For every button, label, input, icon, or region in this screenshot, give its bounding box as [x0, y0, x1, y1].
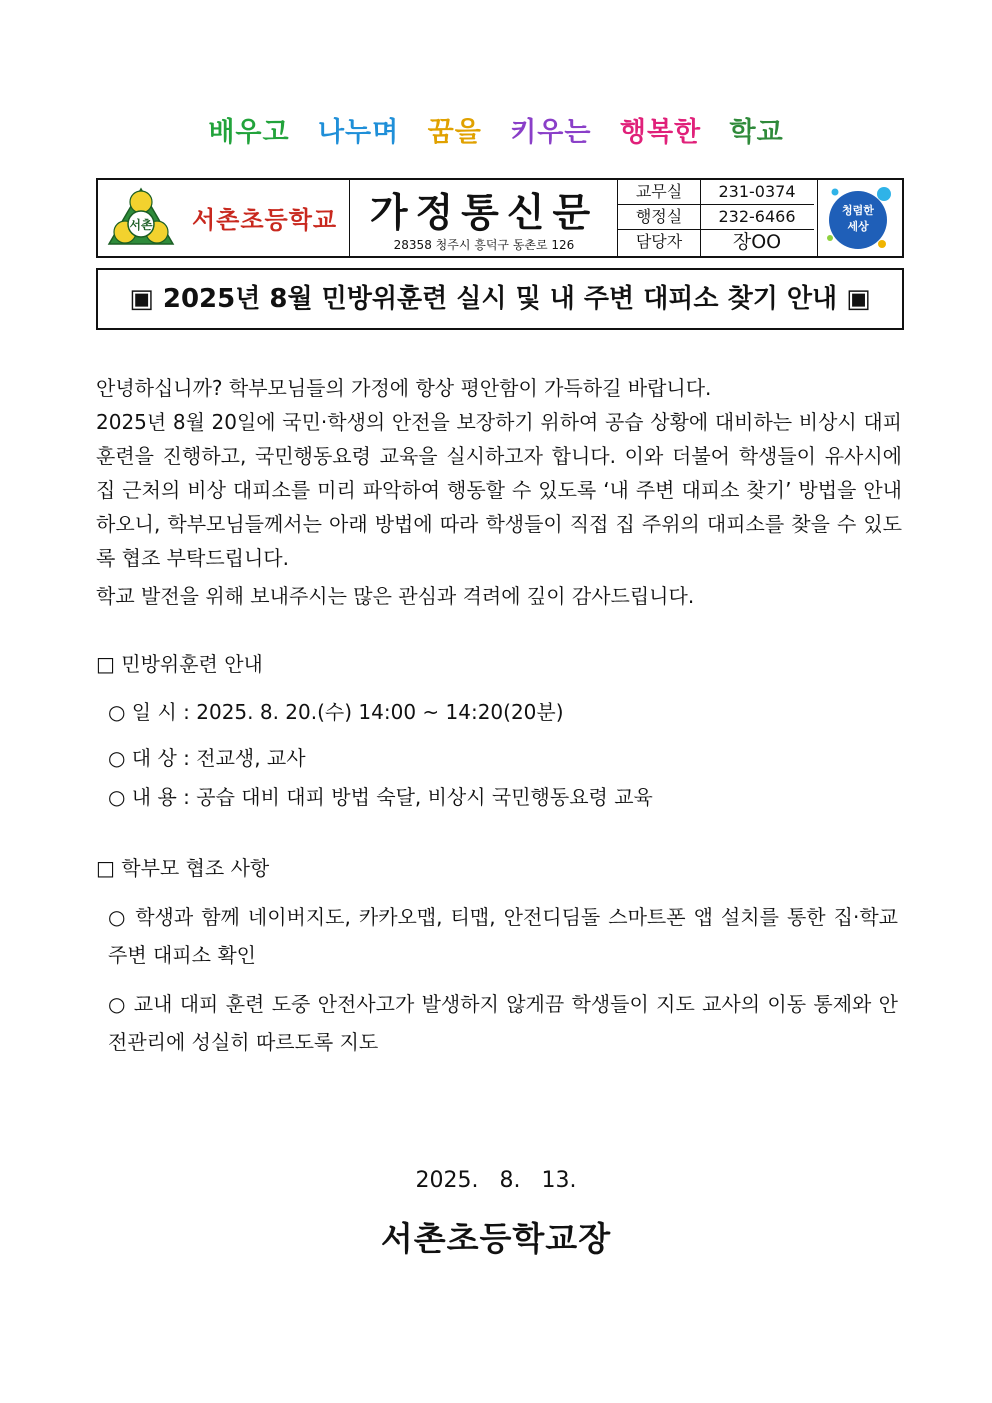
- drill-item-target: ○ 대 상 : 전교생, 교사: [108, 746, 306, 770]
- contact-value: 장OO: [732, 231, 782, 253]
- slogan-word-6: 학교: [729, 117, 784, 148]
- newsletter-header: [96, 178, 904, 258]
- school-name: 서촌초등학교: [192, 206, 338, 234]
- drill-item-content: ○ 내 용 : 공습 대비 대피 방법 숙달, 비상시 국민행동요령 교육: [108, 785, 653, 809]
- signer-name: 서촌초등학교장: [380, 1219, 612, 1258]
- contact-label: 행정실: [618, 205, 701, 229]
- school-emblem-icon: [106, 186, 176, 250]
- school-cell: [98, 180, 350, 256]
- cooperation-item: ○ 교내 대피 훈련 도중 안전사고가 발생하지 않게끔 학생들이 지도 교사의 이동 통제와 안전관리에 성실히 따르도록 지도: [108, 992, 898, 1054]
- contact-value: 232-6466: [718, 207, 796, 226]
- cooperation-item: ○ 학생과 함께 네이버지도, 카카오맵, 티맵, 안전디딤돌 스마트폰 앱 설치를 통한 집·학교 주변 대피소 확인: [108, 905, 898, 967]
- drill-item-datetime: ○ 일 시 : 2025. 8. 20.(수) 14:00 ~ 14:20(20분): [108, 700, 564, 724]
- svg-text:세상: 세상: [847, 220, 869, 233]
- slogan-word-2: 나누며: [317, 117, 400, 148]
- newsletter-title: 가정통신문: [369, 191, 599, 236]
- school-address: 28358 청주시 흥덕구 동촌로 126: [393, 238, 575, 252]
- contact-row: [618, 180, 814, 205]
- school-slogan: [0, 110, 992, 149]
- title-cell: [350, 180, 618, 256]
- contact-row: [618, 230, 814, 256]
- contact-table: [618, 180, 818, 256]
- greeting-paragraph: 안녕하십니까? 학부모님들의 가정에 항상 평안함이 가득하길 바랍니다.: [96, 376, 712, 400]
- svg-text:청렴한: 청렴한: [842, 204, 874, 217]
- integrity-logo-icon: [818, 180, 902, 256]
- intro-paragraph: 2025년 8월 20일에 국민·학생의 안전을 보장하기 위하여 공습 상황에 대비하는 비상시 대피 훈련을 진행하고, 국민행동요령 교육을 실시하고자 합니다. 이와 더불어 학생들이 유사시에 집 근처의 비상 대피소를 미리 파악하여 행동할 수 있도록 ‘내 주변 대피소 찾기’ 방법을 안내하오니, 학부모님들께서는 아래 방법에 따라 학생들이 직접 집 주위의 대피소를 찾을 수 있도록 협조 부탁드립니다.: [96, 410, 902, 570]
- document-title: ▣ 2025년 8월 민방위훈련 실시 및 내 주변 대피소 찾기 안내 ▣: [96, 268, 904, 330]
- issue-date: 2025. 8. 13.: [415, 1168, 577, 1193]
- slogan-word-1: 배우고: [208, 117, 290, 148]
- contact-label: 교무실: [618, 180, 701, 204]
- contact-value: 231-0374: [718, 182, 796, 201]
- section-title-cooperation: □ 학부모 협조 사항: [96, 856, 270, 880]
- slogan-word-4: 키우는: [510, 117, 592, 148]
- contact-label: 담당자: [618, 230, 701, 256]
- contact-row: [618, 205, 814, 230]
- integrity-logo-cell: [818, 180, 902, 256]
- closing-paragraph: 학교 발전을 위해 보내주시는 많은 관심과 격려에 깊이 감사드립니다.: [96, 584, 695, 608]
- section-title-drill: □ 민방위훈련 안내: [96, 652, 263, 676]
- emblem-text: 서촌: [129, 218, 153, 232]
- slogan-word-5: 행복한: [619, 117, 702, 148]
- slogan-word-3: 꿈을: [427, 117, 482, 148]
